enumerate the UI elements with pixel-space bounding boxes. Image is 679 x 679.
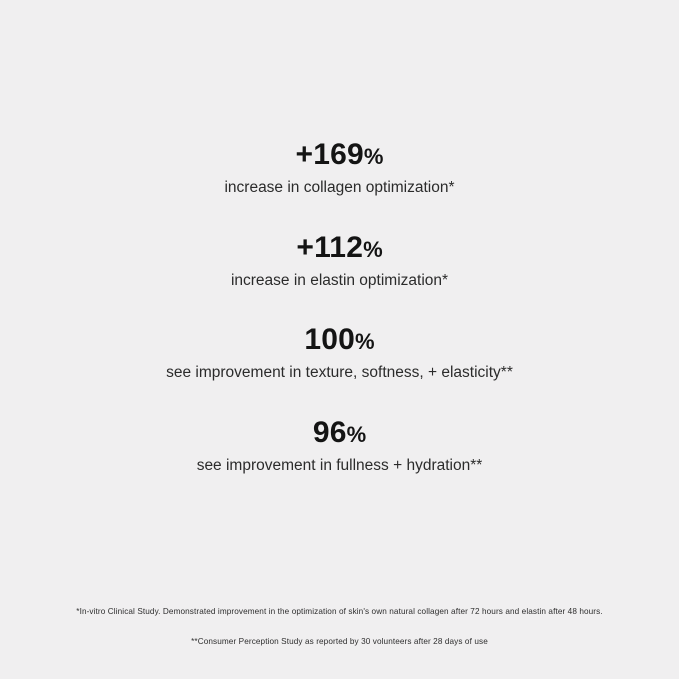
stat-unit: %	[346, 421, 367, 447]
stat-item	[0, 323, 679, 383]
stat-number: +169	[295, 138, 364, 171]
stat-value	[0, 323, 679, 356]
footnote-clinical-study: *In-vitro Clinical Study. Demonstrated improvement in the optimization of skin's own natural collagen after 72 hours and elastin after 48 hours.	[76, 607, 603, 617]
stat-number: 100	[304, 323, 356, 357]
footnote-consumer-study: **Consumer Perception Study as reported by 30 volunteers after 28 days of use	[191, 636, 488, 646]
stat-number: +112	[296, 230, 364, 264]
stat-value	[0, 138, 679, 171]
stat-unit: %	[363, 236, 383, 262]
stat-item	[0, 416, 679, 476]
stat-unit: %	[363, 144, 384, 169]
stat-item	[0, 138, 679, 198]
stat-number: 96	[312, 415, 347, 449]
stat-label: see improvement in texture, softness, + elasticity**	[166, 364, 513, 382]
stat-value	[0, 231, 679, 264]
stat-label: see improvement in fullness + hydration**	[196, 456, 483, 474]
stat-item	[0, 231, 679, 291]
footnotes	[0, 606, 679, 647]
stat-label: increase in collagen optimization*	[224, 179, 455, 196]
stat-value	[0, 416, 679, 449]
stats-list	[0, 138, 679, 508]
stat-label: increase in elastin optimization*	[230, 271, 449, 289]
stat-unit: %	[355, 329, 375, 355]
